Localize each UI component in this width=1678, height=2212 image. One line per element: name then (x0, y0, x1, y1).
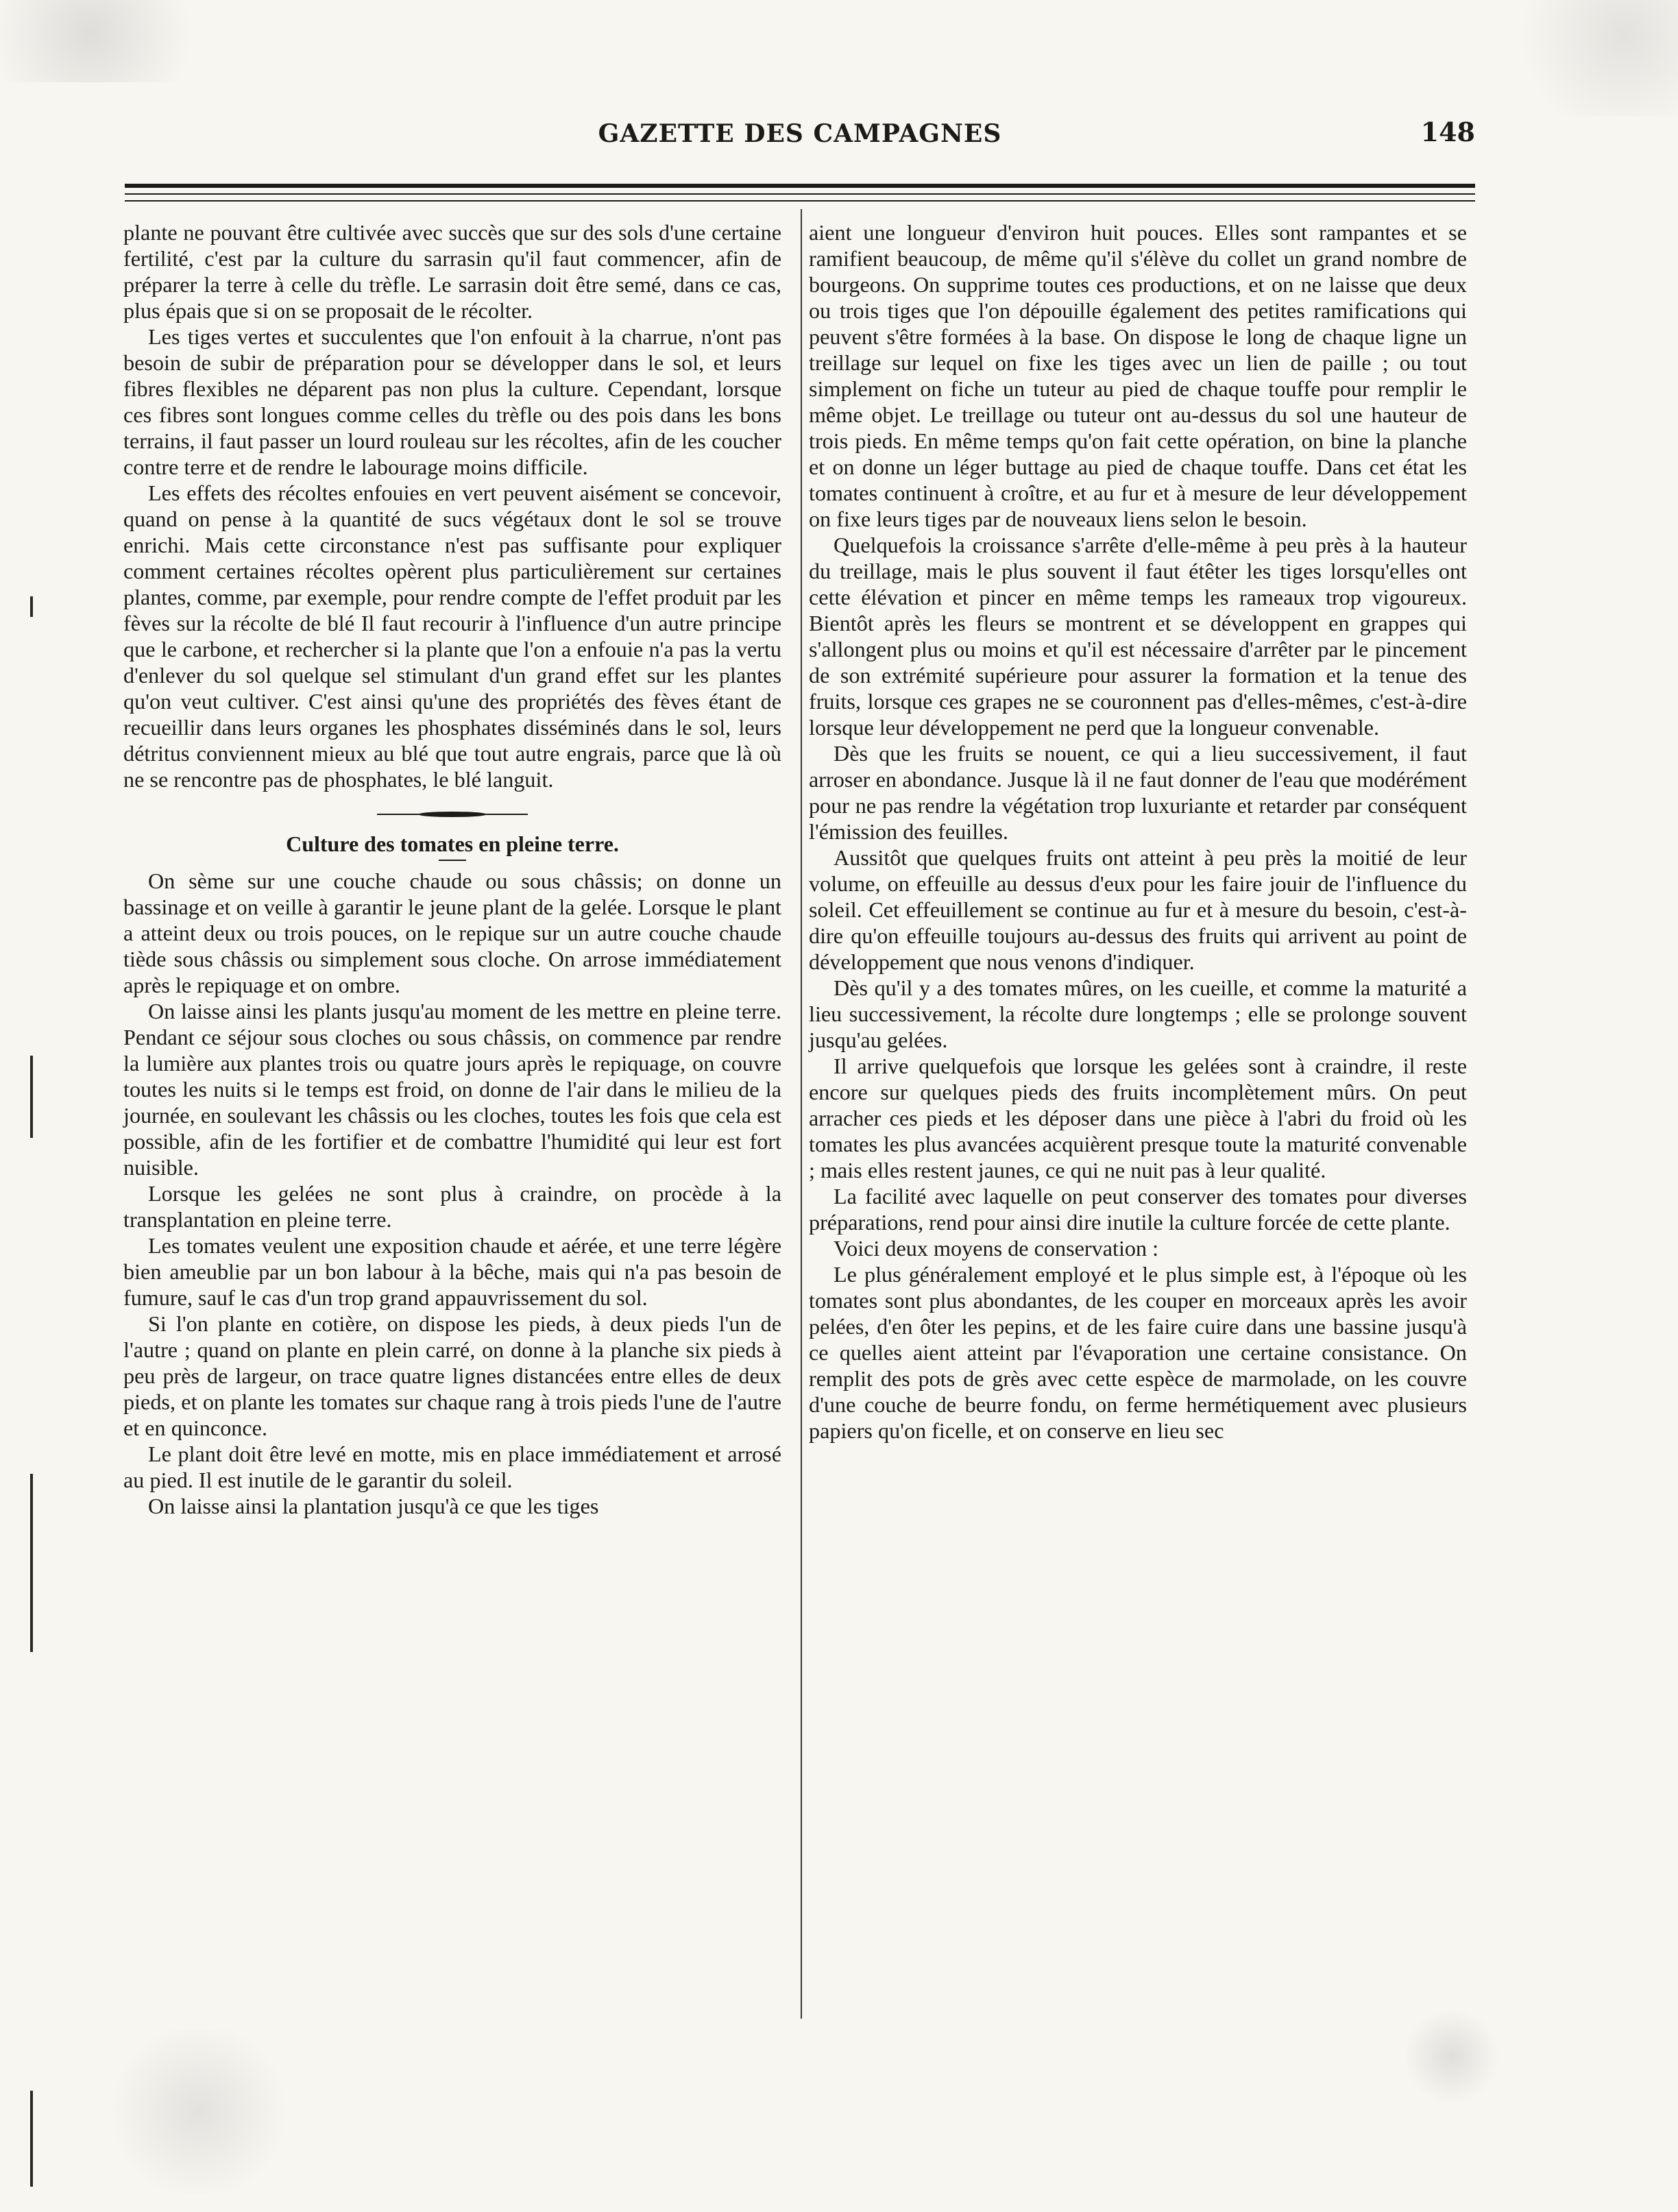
scan-noise (0, 0, 226, 82)
paragraph: Dès qu'il y a des tomates mûres, on les cueille, et comme la maturité a lieu successivement, la récolte dure longtemps ; elle se prolonge souvent jusqu'au gelées. (809, 975, 1467, 1052)
right-column (809, 219, 1467, 1444)
title-rule (439, 860, 466, 861)
left-column (123, 219, 781, 1519)
paragraph: Il arrive quelquefois que lorsque les gelées sont à craindre, il reste encore sur quelques pieds des fruits incomplètement mûrs. On peut arracher ces pieds et les déposer dans une pièce à l'abri du froid où les tomates les plus avancées acquièrent presque toute la maturité convenable ; mais elles restent jaunes, ce qui ne nuit pas à leur qualité. (809, 1054, 1467, 1182)
scan-noise (1404, 2008, 1500, 2104)
paragraph: Les tiges vertes et succulentes que l'on enfouit à la charrue, n'ont pas besoin de subir de préparation pour se développer dans le sol, et leurs fibres flexibles ne déparent pas non plus la culture. Cependant, lorsque ces fibres sont longues comme celles du trèfle ou des pois dans les bons terrains, il faut passer un lourd rouleau sur les récoltes, afin de les coucher contre terre et de rendre le labourage moins difficile. (123, 324, 781, 479)
paragraph: La facilité avec laquelle on peut conserver des tomates pour diverses préparations, rend pour ainsi dire inutile la culture forcée de cette plante. (809, 1184, 1467, 1235)
section-ornament (377, 812, 528, 817)
scan-noise (103, 2029, 295, 2193)
paragraph: On laisse ainsi la plantation jusqu'à ce que les tiges (148, 1494, 599, 1518)
page-number: 148 (1420, 117, 1475, 147)
scan-noise (1500, 0, 1678, 117)
paragraph: Quelquefois la croissance s'arrête d'elle-même à peu près à la hauteur du treillage, mais le plus souvent il faut étêter les tiges lorsqu'elles ont cette élévation et pincer en même temps les rameaux trop vigoureux. Bientôt après les fleurs se montrent et se développent en grappes qui s'allongent plus ou moins et qu'il est nécessaire d'arrêter par le pincement de son extrémité supérieure pour assurer la formation et la tenue des fruits, lorsque ces grapes ne se couronnent pas d'elles-mêmes, c'est-à-dire lorsque leur développement ne perd que la longueur convenable. (809, 533, 1467, 740)
paragraph: Le plus généralement employé et le plus simple est, à l'époque où les tomates sont plus abondantes, de les couper en morceaux après les avoir pelées, d'en ôter les pepins, et de les faire cuire dans une bassine jusqu'à ce quelles aient atteint par l'évaporation une certaine consistance. On remplit des pots de grès avec cette espèce de marmolade, on les couvre d'une couche de beurre fondu, on ferme hermétiquement avec plusieurs papiers qu'on ficelle, et on conserve en lieu sec (809, 1262, 1467, 1443)
paragraph: plante ne pouvant être cultivée avec succès que sur des sols d'une certaine fertilité, c'est par la culture du sarrasin qu'il faut commencer, afin de préparer la terre à celle du trèfle. Le sarrasin doit être semé, dans ce cas, plus épais que si on se proposait de le récolter. (123, 220, 781, 323)
paragraph: On sème sur une couche chaude ou sous châssis; on donne un bassinage et on veille à garantir le jeune plant de la gelée. Lorsque le plant a atteint deux ou trois pouces, on le repique sur un autre couche chaude tiède sous châssis ou simplement sous cloche. On arrose immédiatement après le repiquage et on ombre. (123, 868, 781, 997)
paragraph: Si l'on plante en cotière, on dispose les pieds, à deux pieds l'un de l'autre ; quand on plante en plein carré, on donne à la planche six pieds à peu près de largeur, on trace quatre lignes distancées entre elles de deux pieds, et on plante les tomates sur chaque rang à trois pieds l'une de l'autre et en quinconce. (123, 1311, 781, 1440)
paragraph: Aussitôt que quelques fruits ont atteint à peu près la moitié de leur volume, on effeuille au dessus d'eux pour les faire jouir de l'influence du soleil. Cet effeuillement se continue au fur et à mesure du besoin, c'est-à-dire qu'on effeuille toujours au-dessus des fruits qui arrivent au point de développement que nous venons d'indiquer. (809, 845, 1467, 974)
paragraph: Voici deux moyens de conservation : (834, 1236, 1159, 1261)
binding-mark (30, 1474, 33, 1652)
page-header (125, 117, 1475, 158)
paragraph: Lorsque les gelées ne sont plus à craindre, on procède à la transplantation en pleine terre. (123, 1181, 781, 1232)
header-rule-thick (125, 184, 1475, 188)
paragraph: Le plant doit être levé en motte, mis en place immédiatement et arrosé au pied. Il est inutile de le garantir du soleil. (123, 1442, 781, 1492)
paragraph: Dès que les fruits se nouent, ce qui a lieu successivement, il faut arroser en abondance. Jusque là il ne faut donner de l'eau que modérément pour ne pas rendre la végétation trop luxuriante et retarder par conséquent l'émission des feuilles. (809, 741, 1467, 844)
binding-mark (30, 1056, 33, 1138)
binding-mark (30, 596, 33, 617)
paragraph: Les tomates veulent une exposition chaude et aérée, et une terre légère bien ameublie par un bon labour à la bêche, mais qui n'a pas besoin de fumure, sauf le cas d'un trop grand appauvrissement du sol. (123, 1233, 781, 1310)
header-rule-thin (125, 200, 1475, 202)
paragraph: aient une longueur d'environ huit pouces. Elles sont rampantes et se ramifient beaucoup, de même qu'il s'élève du collet un grand nombre de bourgeons. On supprime toutes ces productions, et on ne laisse que deux ou trois tiges que l'on dépouille également des petites ramifications qui peuvent s'être formées à la base. On dispose le long de chaque ligne un treillage sur lequel on fixe les tiges avec un lien de paille ; ou tout simplement on fiche un tuteur au pied de chaque touffe pour remplir le même objet. Le treillage ou tuteur ont au-dessus du sol une hauteur de trois pieds. En même temps qu'on fait cette opération, on bine la planche et on donne un léger buttage au pied de chaque touffe. Dans cet état les tomates continuent à croître, et au fur et à mesure de leur développement on fixe leurs tiges par de nouveaux liens selon le besoin. (809, 220, 1467, 531)
publication-title: GAZETTE DES CAMPAGNES (598, 119, 1002, 148)
section-title: Culture des tomates en pleine terre. (286, 831, 619, 856)
paragraph: On laisse ainsi les plants jusqu'au moment de les mettre en pleine terre. Pendant ce séjour sous cloches ou sous châssis, on commence par rendre la lumière aux plantes trois ou quatre jours après le repiquage, on couvre toutes les nuits si le temps est froid, on donne de l'air dans le milieu de la journée, en soulevant les châssis ou les cloches, toutes les fois que cela est possible, afin de les fortifier et de combattre l'humidité qui leur est fort nuisible. (123, 999, 781, 1180)
header-rule-thin (125, 193, 1475, 195)
binding-mark (30, 2091, 33, 2187)
column-divider (801, 209, 802, 2019)
paragraph: Les effets des récoltes enfouies en vert peuvent aisément se concevoir, quand on pense à la quantité de sucs végétaux dont le sol se trouve enrichi. Mais cette circonstance n'est pas suffisante pour expliquer comment certaines récoltes opèrent plus particulièrement sur certaines plantes, comme, par exemple, pour rendre compte de l'effet produit par les fèves sur la récolte de blé Il faut recourir à l'influence d'un autre principe que le carbone, et rechercher si la plante que l'on a enfouie n'a pas la vertu d'enlever du sol quelque sel stimulant d'un grand effet sur les plantes qu'on veut cultiver. C'est ainsi qu'une des propriétés des fèves étant de recueillir dans leurs organes les phosphates disséminés dans le sol, leurs détritus conviennent mieux au blé que tout autre engrais, parce que là où ne se rencontre pas de phosphates, le blé languit. (123, 481, 781, 792)
